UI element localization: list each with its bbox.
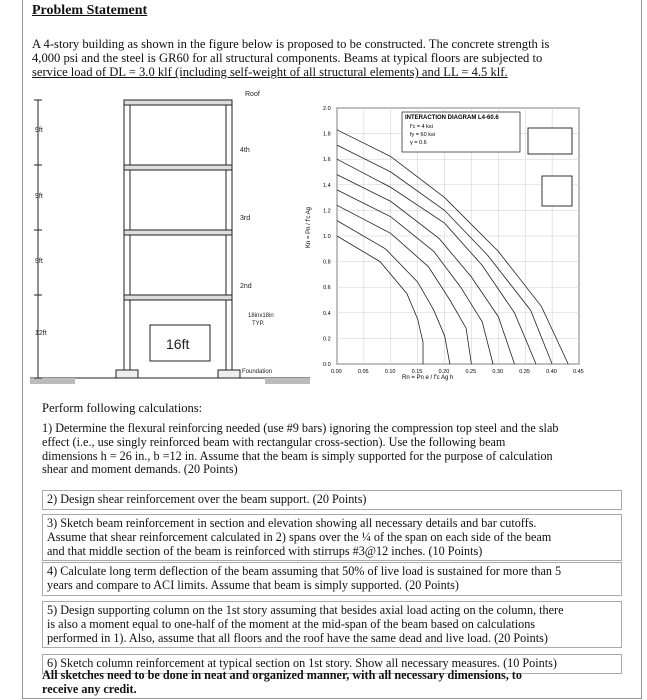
- building-frame-figure: [30, 90, 310, 390]
- question-1: [42, 422, 622, 477]
- legend-entry: γ = 0.6: [410, 140, 427, 146]
- story-height-4: 9ft: [35, 127, 43, 134]
- y-tick-label: 1.6: [323, 157, 331, 164]
- question-line: Assume that shear reinforcement calculated in 2) spans over the ¼ of the span on each side of the beam: [47, 529, 552, 544]
- column-typ-label: TYP.: [252, 321, 265, 327]
- question-line: 2) Design shear reinforcement over the beam support. (20 Points): [47, 492, 367, 506]
- y-tick-label: 1.2: [323, 208, 331, 215]
- question-line: is also a moment equal to one-half of the moment at the mid-span of the beam based on calculations: [47, 616, 536, 631]
- floor-label-4th: 4th: [240, 147, 250, 154]
- left-column: [124, 100, 130, 378]
- problem-intro: [32, 37, 592, 80]
- chart-xlabel: Rn = Pn e / f'c Ag h: [402, 375, 454, 381]
- x-tick-label: 0.25: [465, 369, 477, 375]
- note-line: All sketches need to be done in neat and organized manner, with all necessary dimensions, to: [42, 668, 522, 682]
- column-size-label: 18inx18in: [248, 313, 274, 319]
- intro-line: service load of DL = 3.0 klf (including self-weight of all structural elements) and LL = 4.5 klf.: [32, 65, 508, 80]
- right-column: [226, 100, 232, 378]
- roof-label: Roof: [245, 91, 260, 98]
- question-2: [42, 490, 622, 510]
- question-line: years and compare to ACI limits. Assume that beam is simply supported. (20 Points): [47, 577, 459, 592]
- x-tick-label: 0.00: [331, 369, 342, 375]
- x-tick-label: 0.05: [357, 369, 369, 375]
- y-tick-label: 1.0: [323, 234, 331, 240]
- y-tick-label: 0.0: [323, 362, 331, 368]
- chart-ylabel: Kn = Pn / f'c Ag: [306, 206, 312, 248]
- question-line: shear and moment demands. (20 Points): [42, 462, 238, 477]
- x-tick-label: 0.40: [546, 369, 557, 375]
- floor-label-3rd: 3rd: [240, 215, 251, 222]
- y-tick-label: 0.4: [323, 310, 331, 317]
- floor3-beam: [124, 230, 232, 235]
- intro-line: A 4-story building as shown in the figure below is proposed to be constructed. The concrete strength is: [32, 37, 550, 51]
- foundation-label: Foundation: [242, 369, 273, 375]
- story-height-3: 9ft: [35, 193, 43, 200]
- legend-entry: fy = 60 ksi: [410, 132, 435, 138]
- question-5: [42, 601, 622, 648]
- question-line: performed in 1). Also, assume that all floors and the roof have the same dead and live load. (20 Points): [47, 630, 548, 645]
- x-tick-label: 0.20: [438, 369, 450, 375]
- interaction-diagram-chart: [292, 98, 592, 398]
- y-tick-label: 1.4: [323, 182, 331, 189]
- question-3: [42, 514, 622, 561]
- x-tick-label: 0.10: [384, 369, 396, 375]
- question-4: [42, 562, 622, 596]
- floor-label-2nd: 2nd: [240, 283, 252, 290]
- story-height-1: 12ft: [35, 330, 47, 337]
- story-height-2: 9ft: [35, 258, 43, 265]
- question-line: 6) Sketch column reinforcement at typical section on 1st story. Show all necessary measures. (10 Points): [47, 656, 557, 670]
- y-tick-label: 1.8: [323, 131, 331, 138]
- floor4-beam: [124, 165, 232, 170]
- question-line: effect (i.e., use singly reinforced beam with rectangular cross-section). Use the following beam: [42, 434, 506, 449]
- question-line: 1) Determine the flexural reinforcing needed (use #9 bars) ignoring the compression top steel and the slab: [42, 421, 559, 435]
- y-tick-label: 0.8: [323, 259, 331, 266]
- column-section-sketch: [528, 128, 572, 154]
- eccentric-load-sketch: [542, 176, 572, 206]
- x-tick-label: 0.15: [411, 369, 423, 375]
- question-line: dimensions h = 26 in., b =12 in. Assume that the beam is simply supported for the purpose of calculation: [42, 448, 553, 463]
- y-tick-label: 0.6: [323, 285, 331, 292]
- note-line: receive any credit.: [42, 681, 137, 696]
- question-line: 3) Sketch beam reinforcement in section and elevation showing all necessary details and bar cutoffs.: [47, 516, 537, 530]
- y-tick-label: 0.2: [323, 336, 331, 343]
- left-footing: [116, 370, 138, 378]
- span-label: 16ft: [166, 336, 190, 352]
- sketch-note: [42, 669, 622, 697]
- x-tick-label: 0.45: [573, 369, 584, 375]
- roof-beam: [124, 100, 232, 105]
- chart-title: INTERACTION DIAGRAM L4-60.6: [405, 115, 499, 121]
- page-title: Problem Statement: [32, 3, 148, 18]
- x-tick-label: 0.35: [519, 369, 530, 375]
- question-line: 4) Calculate long term deflection of the beam assuming that 50% of live load is sustained for more than 5: [47, 564, 562, 578]
- x-tick-label: 0.30: [492, 369, 504, 375]
- perform-heading: Perform following calculations:: [42, 401, 203, 415]
- legend-entry: f'c = 4 ksi: [410, 124, 433, 130]
- question-line: and that middle section of the beam is reinforced with stirrups #3@12 inches. (10 Points): [47, 543, 483, 558]
- y-tick-label: 2.0: [323, 106, 331, 112]
- floor2-beam: [124, 295, 232, 300]
- question-line: 5) Design supporting column on the 1st story assuming that besides axial load acting on the column, there: [47, 603, 564, 617]
- right-footing: [218, 370, 240, 378]
- intro-line: 4,000 psi and the steel is GR60 for all structural components. Beams at typical floors are subjected to: [32, 51, 543, 66]
